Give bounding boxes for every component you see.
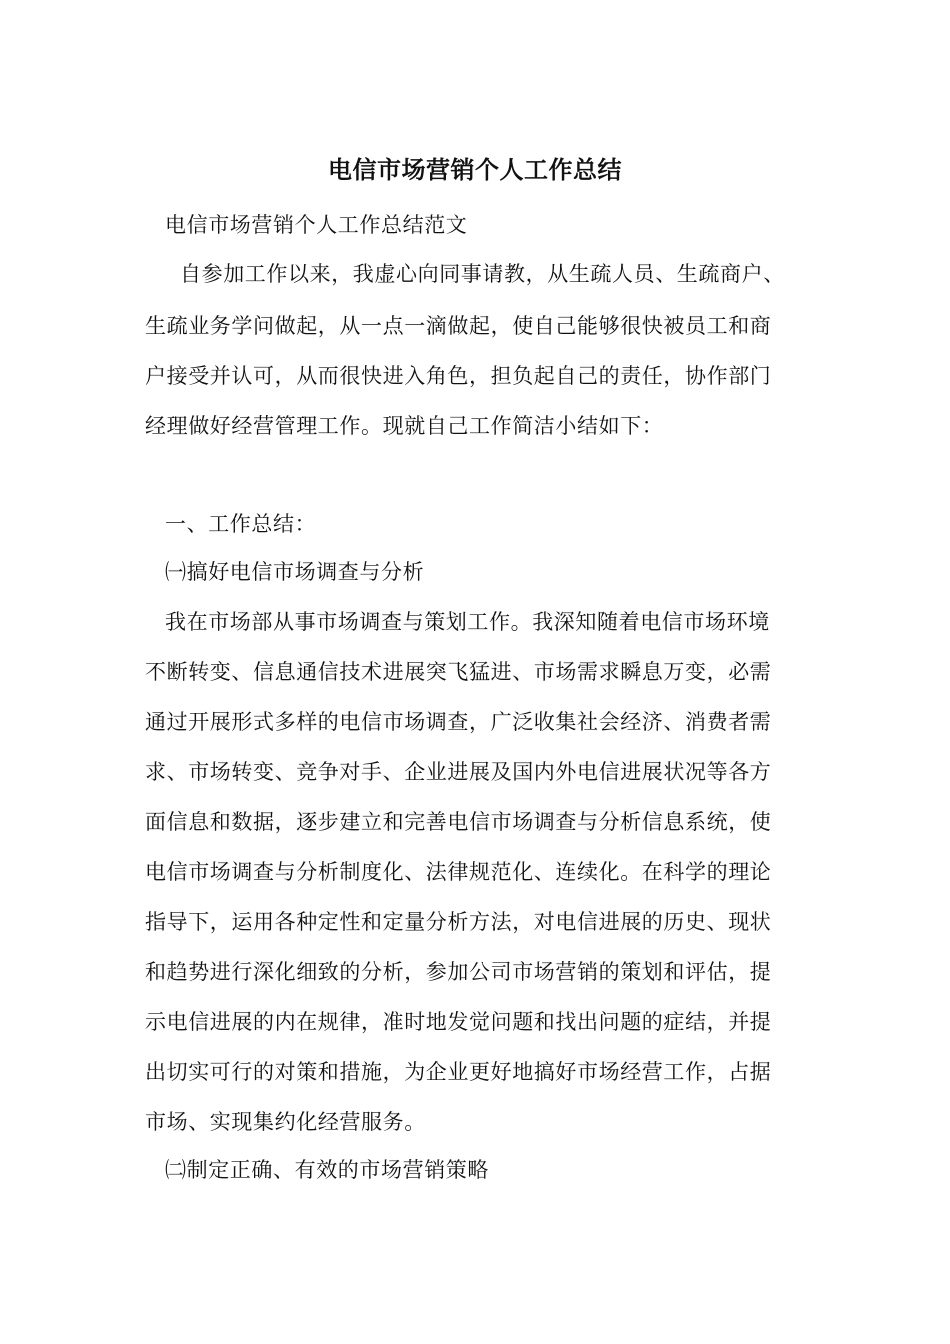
section-heading: 一、工作总结： [165,512,317,536]
body-line: 市场、实现集约化经营服务。 [145,1110,426,1134]
body-line: 指导下，运用各种定性和定量分析方法，对电信进展的历史、现状 [145,910,772,934]
document-title: 电信市场营销个人工作总结 [328,155,622,184]
body-line: 电信市场调查与分析制度化、法律规范化、连续化。在科学的理论 [145,860,772,884]
body-line: 求、市场转变、竞争对手、企业进展及国内外电信进展状况等各方 [145,760,772,784]
body-line: 示电信进展的内在规律，准时地发觉问题和找出问题的症结，并提 [145,1010,772,1034]
subsection-heading: ㈠搞好电信市场调查与分析 [165,560,425,584]
intro-line: 户接受并认可，从而很快进入角色，担负起自己的责任，协作部门 [145,364,772,388]
document-subtitle: 电信市场营销个人工作总结范文 [165,213,468,237]
body-line: 通过开展形式多样的电信市场调查，广泛收集社会经济、消费者需 [145,710,772,734]
intro-line: 生疏业务学问做起，从一点一滴做起，使自己能够很快被员工和商 [145,314,772,338]
body-line: 和趋势进行深化细致的分析，参加公司市场营销的策划和评估，提 [145,960,772,984]
body-line: 我在市场部从事市场调查与策划工作。我深知随着电信市场环境 [165,610,770,634]
body-line: 不断转变、信息通信技术进展突飞猛进、市场需求瞬息万变，必需 [145,660,772,684]
body-line: 面信息和数据，逐步建立和完善电信市场调查与分析信息系统，使 [145,810,772,834]
intro-line: 经理做好经营管理工作。现就自己工作简洁小结如下： [145,414,664,438]
subsection-heading: ㈡制定正确、有效的市场营销策略 [165,1158,489,1182]
body-line: 出切实可行的对策和措施，为企业更好地搞好市场经营工作，占据 [145,1060,772,1084]
intro-line: 自参加工作以来，我虚心向同事请教，从生疏人员、生疏商户、 [180,262,785,286]
